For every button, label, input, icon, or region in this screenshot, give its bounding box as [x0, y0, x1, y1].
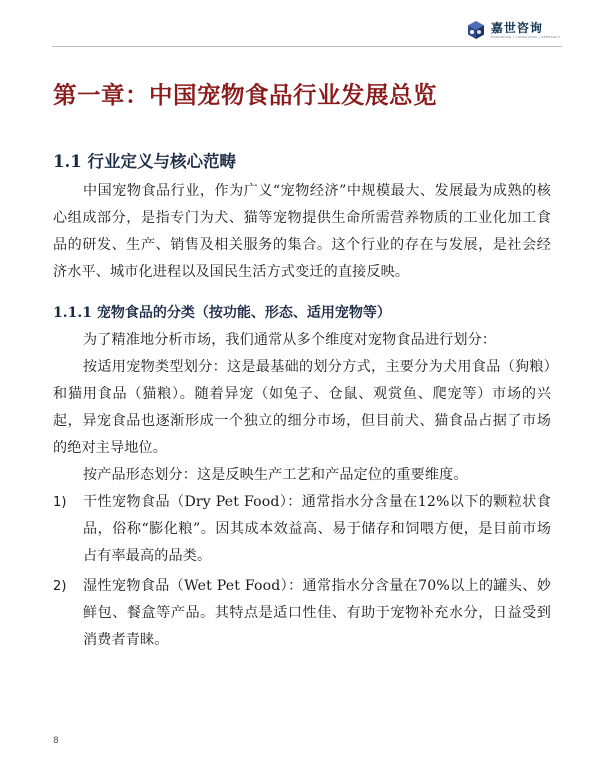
subsection-title: 1.1.1 宠物食品的分类（按功能、形态、适用宠物等）: [53, 305, 391, 321]
list-item-dry-food: [53, 489, 551, 570]
subsection-intro: 为了精准地分析市场，我们通常从多个维度对宠物食品进行划分：: [83, 332, 497, 348]
classification-by-pet-type: 按适用宠物类型划分：这是最基础的划分方式，主要分为犬用食品（狗粮）和猫用食品（猫粮）。随着异宠（如兔子、仓鼠、观赏鱼、爬宠等）市场的兴起，异宠食品也逐渐形成一个独立的细分市场，但目前犬、猫食品占据了市场的绝对主导地位。: [53, 359, 551, 456]
brand-name: 嘉世咨询: [490, 20, 543, 35]
chapter-title: 第一章：中国宠物食品行业发展总览: [53, 81, 437, 109]
brand-tagline: MARKETING | CONSULTING | RESEARCH: [490, 34, 560, 39]
page-number: 8: [53, 736, 59, 746]
classification-by-form: 按产品形态划分：这是反映生产工艺和产品定位的重要维度。: [83, 467, 468, 483]
brand-logo-icon: [466, 20, 486, 40]
header-divider: [52, 46, 562, 47]
section-title: 1.1 行业定义与核心范畴: [53, 152, 236, 171]
page-header: [0, 0, 600, 46]
list-item-wet-food: [53, 573, 551, 654]
list-item-number: 2): [53, 579, 67, 594]
brand-text: [491, 22, 560, 39]
brand-logo: [466, 20, 560, 40]
section-paragraph: 中国宠物食品行业，作为广义“宠物经济”中规模最大、发展最为成熟的核心组成部分，是指专门为犬、猫等宠物提供生命所需营养物质的工业化加工食品的研发、生产、销售及相关服务的集合。这个行业的存在与发展，是社会经济水平、城市化进程以及国民生活方式变迁的直接反映。: [53, 183, 551, 280]
list-item-text: 干性宠物食品（Dry Pet Food）：通常指水分含量在12%以下的颗粒状食品，俗称“膨化粮”。因其成本效益高、易于储存和饲喂方便，是目前市场占有率最高的品类。: [83, 494, 551, 564]
list-item-text: 湿性宠物食品（Wet Pet Food）：通常指水分含量在70%以上的罐头、妙鲜包、餐盒等产品。其特点是适口性佳、有助于宠物补充水分，日益受到消费者青睐。: [83, 578, 551, 648]
list-item-number: 1): [53, 495, 67, 510]
